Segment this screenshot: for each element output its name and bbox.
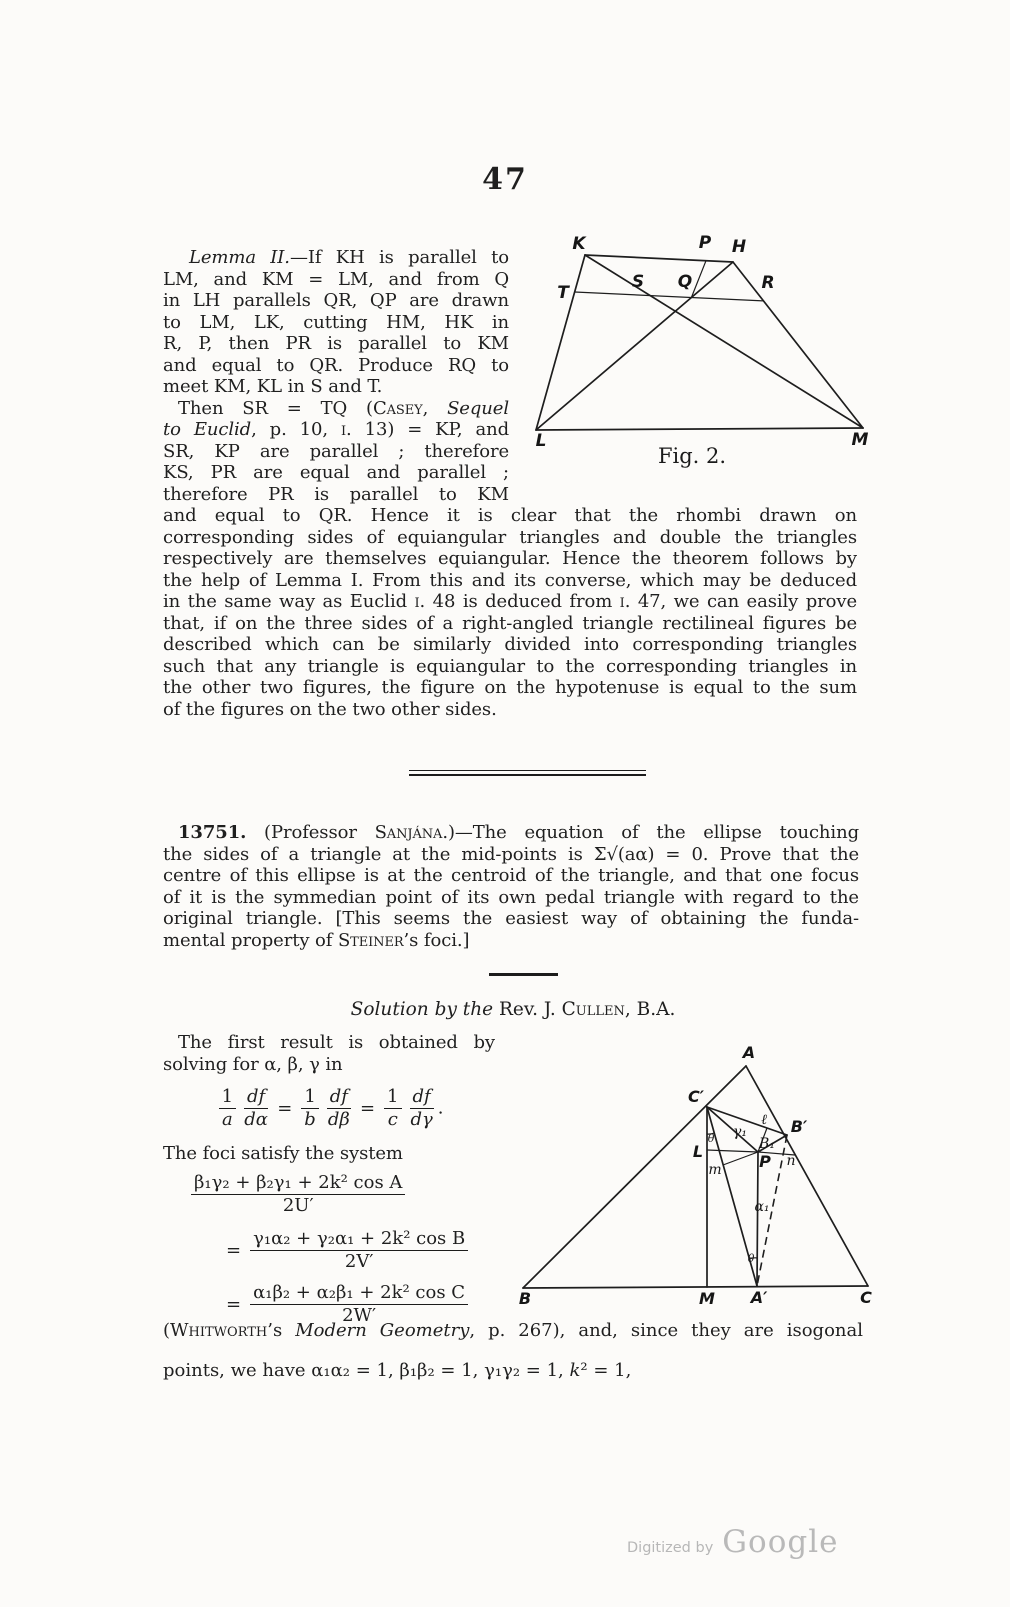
fraction: $\frac{1}{b}$ (301, 1087, 318, 1130)
text-line: The foci satisfy the system (163, 1143, 403, 1164)
fig3-label-B: B (518, 1289, 532, 1308)
fig3-line-LP (707, 1150, 758, 1152)
text-line: SR, KP are parallel ; therefore (163, 440, 509, 462)
fig2-label-P: P (698, 233, 712, 253)
text-line: Then SR = TQ (Casey, Sequel (178, 397, 509, 419)
fig3-label-m: m (708, 1162, 722, 1178)
fig3-label-C-prime: C′ (688, 1087, 704, 1106)
google-logo: Google (722, 1524, 839, 1560)
text-line: points, we have α₁α₂ = 1, β₁β₂ = 1, γ₁γ₂ = 1, k² = 1, (163, 1360, 632, 1381)
equals-sign: = (226, 1293, 242, 1315)
text-line: in LH parallels QR, QP are drawn (163, 290, 509, 311)
fig2-label-M: M (851, 430, 869, 450)
fig3-line-PAp (757, 1152, 758, 1286)
solution-column (163, 1032, 495, 1331)
text-line: that, if on the three sides of a right-angled triangle rectilineal figures be (163, 612, 857, 634)
problem-line: mental property of Steiner’s foci.] (163, 929, 470, 951)
equals-sign: = (226, 1239, 242, 1261)
fig2-label-S: S (631, 272, 645, 292)
text-line: such that any triangle is equiangular to the corresponding triangles in (163, 655, 857, 677)
fig2-line-TR (575, 292, 764, 301)
fig3-label-alpha1: α₁ (754, 1199, 770, 1215)
pedal-triangle-diagram (500, 1040, 892, 1308)
equation-derivatives (163, 1087, 495, 1133)
equation-foci-row2 (221, 1229, 495, 1277)
fig3-label-gamma1: γ₁ (733, 1124, 747, 1140)
closing-paragraph (163, 1320, 863, 1382)
text-line: solving for α, β, γ in (163, 1053, 343, 1075)
text-line: and equal to QR. Hence it is clear that the rhombi drawn on (163, 505, 857, 526)
fraction: $\frac{1}{c}$ (384, 1087, 401, 1130)
fraction: $\frac{\text{β₁γ₂ + β₂γ₁ + 2k² cos A}}{2U'}$ (191, 1173, 405, 1216)
section-divider-rule (409, 770, 646, 776)
fraction: $\frac{\text{γ₁α₂ + γ₂α₁ + 2k² cos B}}{2V'}$ (250, 1229, 468, 1272)
fig2-line-HM (733, 262, 863, 428)
equation-foci-row1 (187, 1173, 495, 1221)
fig2-label-Q: Q (677, 272, 693, 292)
fig2-line-LM (536, 428, 863, 430)
fig3-line-CpBp (707, 1107, 787, 1135)
text-line: meet KM, KL in S and T. (163, 376, 383, 397)
text-line: (Whitworth’s Modern Geometry, p. 267), and, since they are isogonal (163, 1320, 863, 1341)
problem-line: 13751. (Professor Sanjána.)—The equation of the ellipse touching (178, 822, 859, 843)
fig3-label-C: C (860, 1288, 872, 1307)
page-number: 47 (482, 162, 528, 197)
fraction: $\frac{df}{d\gamma}$ (410, 1086, 433, 1130)
lemma-paragraph-full (163, 505, 857, 720)
fig2-line-KL (536, 255, 585, 430)
fig3-label-B1: B₁ (759, 1136, 775, 1152)
solution-divider-rule (489, 973, 558, 976)
text-line: the other two figures, the figure on the hypotenuse is equal to the sum (163, 677, 857, 698)
problem-line: centre of this ellipse is at the centroid of the triangle, and that one focus (163, 865, 859, 886)
fig3-label-theta2: θ (747, 1252, 755, 1265)
fig3-label-A: A (742, 1043, 756, 1062)
equals-sign: = (277, 1098, 293, 1119)
fig2-label-L: L (535, 431, 547, 451)
fig3-label-B-prime: B′ (790, 1117, 808, 1136)
fig3-side-BC (523, 1286, 868, 1288)
text-line: The first result is obtained by (178, 1032, 495, 1053)
text-line: and equal to QR. Produce RQ to (163, 354, 509, 376)
fraction: $\frac{\text{α₁β₂ + α₂β₁ + 2k² cos C}}{2W'}$ (250, 1283, 468, 1326)
problem-statement (163, 822, 859, 951)
text-line: the help of Lemma I. From this and its converse, which may be deduced (163, 569, 857, 591)
solution-heading: Solution by the Rev. J. Cullen, B.A. (350, 999, 676, 1020)
text-line: LM, and KM = LM, and from Q (163, 268, 509, 290)
text-line: described which can be similarly divided into corresponding triangles (163, 634, 857, 655)
problem-line: of it is the symmedian point of its own pedal triangle with regard to the (163, 886, 859, 908)
fraction: $\frac{df}{d\alpha}$ (244, 1086, 268, 1130)
text-line: in the same way as Euclid i. 48 is deduced from i. 47, we can easily prove (163, 591, 857, 612)
lemma-paragraph-column (163, 247, 509, 505)
text-line: of the figures on the two other sides. (163, 698, 497, 720)
text-line: therefore PR is parallel to KM (163, 483, 509, 505)
text-line: Lemma II.—If KH is parallel to (189, 247, 509, 268)
fig2-label-T: T (557, 283, 569, 303)
text-line: corresponding sides of equiangular triangles and double the triangles (163, 526, 857, 548)
text-line: R, P, then PR is parallel to KM (163, 333, 509, 354)
text-line: respectively are themselves equiangular. Hence the theorem follows by (163, 548, 857, 569)
fig2-label-R: R (761, 273, 775, 293)
fig2-label-H: H (731, 237, 747, 257)
digitized-watermark (627, 1524, 838, 1560)
problem-line: the sides of a triangle at the mid-points is Σ√(aα) = 0. Prove that the (163, 843, 859, 865)
text-line: to Euclid, p. 10, i. 13) = KP, and (163, 419, 509, 440)
fig2-line-KH (585, 255, 733, 262)
period: . (437, 1097, 444, 1119)
fig2-label-K: K (572, 234, 586, 254)
fig3-label-theta1: θ (707, 1132, 715, 1145)
fraction: $\frac{1}{a}$ (219, 1087, 236, 1130)
text-line: to LM, LK, cutting HM, HK in (163, 311, 509, 333)
fig3-label-n: n (786, 1153, 796, 1169)
text-line: KS, PR are equal and parallel ; (163, 462, 509, 483)
fig3-label-L: L (692, 1142, 704, 1161)
problem-line: original triangle. [This seems the easiest way of obtaining the funda- (163, 908, 859, 929)
fig2-diagram (505, 232, 895, 470)
fig2-diagonal-KM (585, 255, 863, 428)
watermark-prefix: Digitized by (627, 1540, 714, 1556)
fig3-label-P: P (759, 1152, 771, 1171)
fig3-line-Pm (723, 1152, 758, 1165)
equals-sign: = (359, 1098, 376, 1119)
fig3-label-l: ℓ (761, 1112, 767, 1128)
fig3-label-M: M (699, 1289, 715, 1308)
fig2-caption: Fig. 2. (657, 444, 727, 468)
fraction: $\frac{df}{d\beta}$ (327, 1086, 350, 1130)
fig3-label-A-prime: A′ (750, 1288, 768, 1307)
